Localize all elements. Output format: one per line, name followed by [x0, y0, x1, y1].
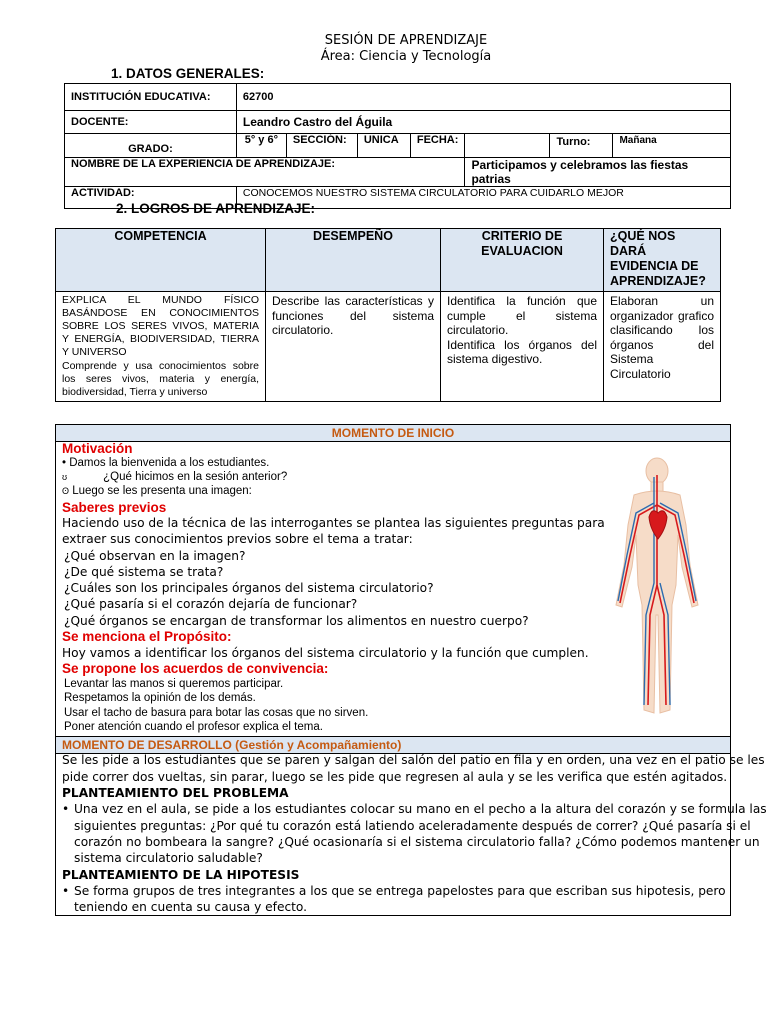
saberes-text: Haciendo uso de la técnica de las interrogantes se plantea las siguientes preguntas para: [62, 516, 605, 530]
turno-label: Turno:: [550, 134, 613, 157]
col-evidencia: [604, 229, 721, 292]
actividad-value: CONOCEMOS NUESTRO SISTEMA CIRCULATORIO PARA CUIDARLO MEJOR: [236, 187, 730, 209]
criterio-line: Identifica la función que: [447, 294, 597, 308]
evidencia-line: clasificando los: [610, 323, 714, 337]
bullet-item: [62, 457, 269, 469]
desempeno-cell: [266, 292, 441, 402]
problema-text: siguientes preguntas: ¿Por qué tu corazón está latiendo aceleradamente después de correr? ¿Qué pasaría si el: [74, 819, 751, 833]
acuerdo-item: Respetamos la opinión de los demás.: [64, 692, 256, 704]
acuerdo-item: Poner atención cuando el profesor explica el tema.: [64, 721, 323, 733]
hipotesis-heading: PLANTEAMIENTO DE LA HIPOTESIS: [62, 868, 300, 882]
document-title: SESIÓN DE APRENDIZAJE: [324, 33, 488, 48]
bullet-eye-icon: ʘ: [62, 486, 70, 496]
evidencia-cell: [604, 292, 721, 402]
experiencia-label: NOMBRE DE LA EXPERIENCIA DE APRENDIZAJE:: [65, 158, 465, 187]
evidencia-line: organizador grafico: [610, 308, 714, 323]
fecha-label: FECHA:: [410, 134, 465, 158]
col-competencia: COMPETENCIA: [56, 229, 266, 292]
inicio-bar-title: MOMENTO DE INICIO: [331, 426, 455, 440]
seccion-value: UNICA: [357, 134, 410, 158]
desempeno-line: circulatorio.: [272, 323, 334, 337]
momentos-box: [55, 424, 767, 916]
saberes-heading: Saberes previos: [62, 500, 167, 515]
bullet-item: [62, 485, 252, 497]
competencia-line: Y ENERGÍA, BIODIVERSIDAD, TIERRA: [62, 333, 259, 345]
problema-text: corazón no bombeara la sangre? ¿Qué ocasionaría si el sistema circulatorio falla? ¿Cómo podemos mantener un: [74, 835, 760, 849]
bullet-dot-icon: •: [62, 457, 67, 469]
document-area: Área: Ciencia y Tecnología: [320, 49, 492, 64]
acuerdos-heading: Se propone los acuerdos de convivencia:: [62, 661, 329, 676]
actividad-label: ACTIVIDAD:: [65, 187, 237, 209]
col-evidencia-l2: EVIDENCIA DE: [610, 259, 699, 273]
acuerdo-item: Usar el tacho de basura para botar las cosas que no sirven.: [64, 707, 369, 719]
desarrollo-bar-title: MOMENTO DE DESARROLLO (Gestión y Acompañamiento): [62, 738, 402, 752]
turno-cell: [550, 134, 731, 158]
acuerdo-item: Levantar las manos si queremos participar.: [64, 678, 284, 690]
question-item: ¿Cuáles son los principales órganos del sistema circulatorio?: [64, 581, 434, 595]
evidencia-line: órganos del: [610, 337, 714, 352]
criterio-line: Identifica los órganos del: [447, 337, 597, 352]
grado-label: GRADO:: [65, 134, 237, 158]
competencia-line: EXPLICA EL MUNDO FÍSICO: [62, 294, 259, 306]
col-criterio-l1: CRITERIO DE: [481, 229, 563, 243]
experiencia-value: Participamos y celebramos las fiestas patrias: [465, 158, 731, 187]
col-criterio: [441, 229, 604, 292]
problema-text: Una vez en el aula, se pide a los estudiantes colocar su mano en el pecho a la altura del corazón y se formula las: [74, 802, 767, 816]
proposito-heading: Se menciona el Propósito:: [62, 629, 232, 644]
question-item: ¿Qué órganos se encargan de transformar los alimentos en nuestro cuerpo?: [64, 614, 529, 628]
question-item: ¿Qué pasaría si el corazón dejaría de funcionar?: [64, 597, 358, 611]
criterio-line: cumple el sistema: [447, 308, 597, 323]
problema-bullet: [62, 802, 69, 816]
problema-heading: PLANTEAMIENTO DEL PROBLEMA: [62, 786, 289, 800]
logros-table: [55, 228, 721, 402]
col-desempeno: DESEMPEÑO: [266, 229, 441, 292]
evidencia-line: Elaboran un: [610, 294, 714, 308]
col-evidencia-l3: APRENDIZAJE?: [610, 274, 706, 288]
institucion-label: INSTITUCIÓN EDUCATIVA:: [65, 84, 237, 111]
competencia-line: SOBRE LOS SERES VIVOS, MATERIA: [62, 320, 259, 332]
seccion-label: SECCIÓN:: [286, 134, 357, 158]
criterio-line: sistema digestivo.: [447, 352, 543, 366]
question-item: ¿Qué observan en la imagen?: [64, 549, 246, 563]
bullet-item: [62, 471, 287, 483]
evidencia-line: Sistema: [610, 352, 654, 366]
bullet-symbol-icon: ʊ: [62, 472, 68, 482]
docente-label: DOCENTE:: [65, 111, 237, 134]
hipotesis-bullet: [62, 884, 69, 898]
hipotesis-text: teniendo en cuenta su causa y efecto.: [74, 900, 308, 914]
grado-value: 5° y 6°: [236, 134, 286, 158]
inicio-bar: [56, 425, 730, 442]
datos-generales-heading: 1. DATOS GENERALES:: [111, 66, 265, 81]
desempeno-line: funciones del sistema: [272, 308, 434, 323]
institucion-value: 62700: [236, 84, 730, 111]
bullet-text: ¿Qué hicimos en la sesión anterior?: [103, 471, 288, 483]
problema-text: sistema circulatorio saludable?: [74, 851, 263, 865]
competencia-sub-line: biodiversidad, Tierra y universo: [62, 386, 208, 398]
docente-value: Leandro Castro del Águila: [236, 111, 730, 134]
col-criterio-l2: EVALUACION: [481, 244, 563, 258]
competencia-line: BASÁNDOSE EN CONOCIMIENTOS: [62, 307, 259, 319]
col-evidencia-l1: ¿QUÉ NOS DARÁ: [610, 229, 676, 258]
logros-heading: 2. LOGROS DE APRENDIZAJE:: [116, 201, 316, 216]
datos-generales-table: [64, 83, 731, 209]
evidencia-line: Circulatorio: [610, 366, 671, 381]
desempeno-line: Describe las características y: [272, 294, 434, 308]
competencia-sub-line: los seres vivos, materia y energía,: [62, 373, 259, 385]
desarrollo-text: Se les pide a los estudiantes que se paren y salgan del salón del patio en fila y en orden, una vez en el patio se les: [62, 753, 765, 767]
turno-value: Mañana: [619, 135, 657, 146]
saberes-text: extraer sus conocimientos previos sobre el tema a tratar:: [62, 532, 413, 546]
fecha-value: [465, 134, 550, 158]
desarrollo-text: pide correr dos vueltas, sin parar, luego se les pide que regresen al aula y se les verifica que estén agitados.: [62, 770, 728, 784]
competencia-cell: [56, 292, 266, 402]
circulatory-system-figure: [594, 455, 720, 719]
bullet-text: Luego se les presenta una imagen:: [72, 485, 252, 497]
competencia-line: Y UNIVERSO: [62, 346, 127, 358]
competencia-sub-line: Comprende y usa conocimientos sobre: [62, 360, 259, 372]
hipotesis-text: Se forma grupos de tres integrantes a los que se entrega papelostes para que escriban sus hipotesis, pero: [74, 884, 726, 898]
question-item: ¿De qué sistema se trata?: [64, 565, 224, 579]
criterio-line: circulatorio.: [447, 323, 509, 337]
proposito-text: Hoy vamos a identificar los órganos del sistema circulatorio y la función que cumplen.: [62, 646, 589, 660]
desarrollo-bar: [56, 736, 730, 754]
bullet-dot-icon: •: [62, 884, 70, 898]
bullet-dot-icon: •: [62, 802, 70, 816]
bullet-text: Damos la bienvenida a los estudiantes.: [69, 457, 270, 469]
motivacion-heading: Motivación: [62, 441, 133, 456]
criterio-cell: [441, 292, 604, 402]
